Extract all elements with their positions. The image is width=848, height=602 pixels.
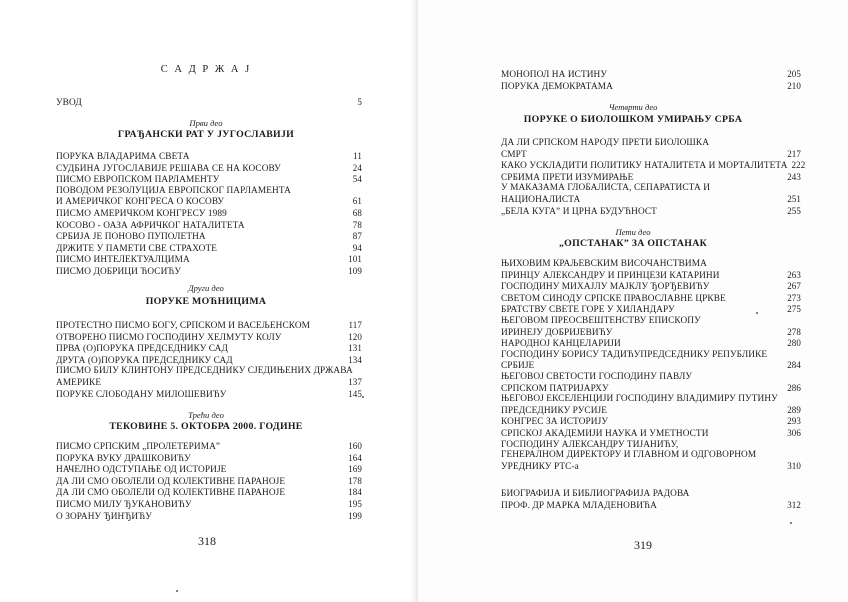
toc-entry-title: ДА ЛИ СМО ОБОЛЕЛИ ОД КОЛЕКТИВНЕ ПАРАНОЈЕ: [56, 488, 286, 499]
toc-entry: [501, 489, 801, 500]
toc-entry-intro: [56, 97, 362, 109]
toc-entry-page: 310: [787, 460, 801, 471]
section-entries: [56, 151, 362, 278]
toc-entry: [501, 416, 801, 428]
toc-entry-title: СРБИЈА ЈЕ ПОНОВО ПУПОЛЕТНА: [56, 232, 206, 243]
toc-entry-title: МОНОПОЛ НА ИСТИНУ: [501, 70, 608, 80]
toc-entry-page: 5: [357, 97, 362, 107]
toc-entry: [501, 293, 801, 305]
toc-entry-page: 61: [352, 196, 362, 207]
toc-entry-title: ИРИНЕЈУ ДОБРИЈЕВИЋУ: [501, 327, 613, 338]
section-title: ПОРУКЕ О БИОЛОШКОМ УМИРАЊУ СРБА: [523, 114, 743, 125]
section-entries: [501, 259, 801, 472]
toc-entry-title: ДА ЛИ СМО ОБОЛЕЛИ ОД КОЛЕКТИВНЕ ПАРАНОЈЕ: [56, 476, 286, 487]
toc-entry: [56, 332, 362, 344]
toc-entry: [501, 69, 801, 81]
toc-entry: [501, 259, 801, 270]
toc-entry-title: СУДБИНА ЈУГОСЛАВИЈЕ РЕШАВА СЕ НА КОСОВУ: [56, 163, 281, 174]
toc-entry-title: ПРОФ. ДР МАРКА МЛАДЕНОВИЋА: [501, 500, 657, 511]
toc-entry: [501, 461, 801, 473]
toc-entry: [56, 186, 362, 197]
toc-entry-page: 199: [348, 510, 362, 521]
toc-entry: [56, 196, 362, 208]
toc-entry-title: ГЕНЕРАЛНОМ ДИРЕКТОРУ И ГЛАВНОМ И ОДГОВОРНОМ: [501, 450, 757, 461]
section-part-label: Четврти део: [608, 102, 658, 112]
toc-entry-title: НАЧЕЛНО ОДСТУПАЊЕ ОД ИСТОРИЈЕ: [56, 465, 227, 476]
section-entries: [56, 441, 362, 522]
toc-entry-page: 117: [348, 320, 362, 330]
toc-entry: [501, 405, 801, 417]
toc-entry-title: ОТВОРЕНО ПИСМО ГОСПОДИНУ ХЕЛМУТУ КОЛУ: [56, 332, 282, 343]
toc-entry-page: 160: [348, 441, 362, 451]
toc-entry-title: ПИСМО МИЛУ ЂУКАНОВИЋУ: [56, 499, 192, 510]
toc-entry-title: ГОСПОДИНУ АЛЕКСАНДРУ ТИЈАНИЋУ,: [501, 439, 679, 450]
toc-entry-title: ПИСМО ДОБРИЦИ ЋОСИЋУ: [56, 266, 182, 277]
toc-entry: [501, 440, 801, 451]
toc-entry-page: 222: [791, 160, 806, 171]
left-page: [0, 0, 418, 602]
toc-entry: [501, 327, 801, 339]
toc-entry: [56, 174, 362, 186]
toc-entry-page: 101: [348, 254, 362, 265]
toc-entry-title: ПИСМО ИНТЕЛЕКТУАЛЦИМА: [56, 255, 190, 266]
toc-entry-title: СРПСКОЈ АКАДЕМИЈИ НАУКА И УМЕТНОСТИ: [501, 428, 709, 439]
toc-entry-page: 286: [787, 382, 801, 393]
print-speck: [176, 590, 178, 592]
toc-entry: [56, 487, 362, 499]
section-title: ТЕКОВИНЕ 5. ОКТОБРА 2000. ГОДИНЕ: [109, 421, 303, 432]
biography-entry: [501, 489, 801, 511]
toc-entry-title: ЊЕГОВОЈ ЕКСЕЛЕНЦИЈИ ГОСПОДИНУ ВЛАДИМИРУ ПУТИНУ: [501, 394, 778, 405]
toc-entry-page: 134: [348, 354, 362, 365]
toc-entry-page: 94: [352, 242, 362, 253]
toc-entry: [501, 149, 801, 161]
toc-entry: [501, 360, 801, 372]
toc-entry: [501, 194, 801, 206]
toc-entry: [501, 338, 801, 350]
toc-entry-title: ДРЖИТЕ У ПАМЕТИ СВЕ СТРАХОТЕ: [56, 243, 218, 254]
toc-entry: [56, 231, 362, 243]
toc-entry-page: 195: [348, 498, 362, 509]
toc-entry-title: У МАКАЗАМА ГЛОБАЛИСТА, СЕПАРАТИСТА И: [501, 183, 711, 194]
toc-entry-page: 280: [787, 338, 801, 349]
section-entries: [56, 320, 362, 400]
toc-entry: [56, 151, 362, 163]
toc-entry: [501, 450, 801, 461]
toc-entry-page: 109: [348, 265, 362, 276]
toc-entry: [56, 441, 362, 453]
toc-entry-page: 205: [787, 69, 801, 79]
toc-entry: [501, 383, 801, 395]
toc-entry: [501, 172, 801, 184]
toc-entry-title: ПОРУКА ДЕМОКРАТАМА: [501, 81, 613, 92]
toc-entry-title: ЊЕГОВОМ ПРЕОСВЕШТЕНСТВУ ЕПИСКОПУ: [501, 315, 701, 326]
toc-entry-title: ПРИНЦУ АЛЕКСАНДРУ И ПРИНЦЕЗИ КАТАРИНИ: [501, 270, 720, 281]
toc-entry: [56, 266, 362, 278]
toc-entry-page: 243: [787, 171, 801, 182]
print-speck: [756, 312, 758, 314]
toc-entry: [501, 350, 801, 361]
toc-entry: [56, 243, 362, 255]
toc-entry: [501, 81, 801, 93]
section-part-label: Други део: [188, 283, 224, 293]
toc-entry-title: ПИСМО ЕВРОПСКОМ ПАРЛАМЕНТУ: [56, 175, 220, 186]
toc-entry-page: 24: [352, 162, 362, 173]
toc-entry: [56, 476, 362, 488]
toc-entry: [56, 389, 362, 401]
toc-entry: [56, 320, 362, 332]
section-part-label: Пети део: [615, 227, 651, 237]
toc-entry: [56, 453, 362, 465]
toc-entry-page: 11: [353, 151, 362, 161]
toc-entry-title: УВОД: [56, 98, 82, 108]
toc-entry-title: СРБИЈЕ: [501, 361, 535, 372]
toc-entry: [56, 499, 362, 511]
toc-entry-page: 289: [787, 404, 801, 415]
toc-entry: [501, 372, 801, 383]
toc-entry-title: ПРОТЕСТНО ПИСМО БОГУ, СРПСКОМ И ВАСЕЉЕНСКОМ: [56, 321, 311, 331]
toc-entry-title: АМЕРИКЕ: [56, 377, 102, 388]
toc-entry: [501, 500, 801, 512]
toc-entry: [501, 316, 801, 327]
toc-entry-page: 210: [787, 80, 801, 91]
toc-entry: [56, 163, 362, 175]
toc-entry-page: 68: [352, 207, 362, 218]
toc-entry-page: 263: [787, 269, 801, 280]
toc-entry-title: БРАТСТВУ СВЕТЕ ГОРЕ У ХИЛАНДАРУ: [501, 305, 675, 316]
toc-entry-page: 278: [787, 326, 801, 337]
toc-entry: [501, 394, 801, 405]
toc-entry: [56, 464, 362, 476]
toc-entry-title: И АМЕРИЧКОГ КОНГРЕСА О КОСОВУ: [56, 197, 225, 208]
toc-entry-title: СМРТ: [501, 149, 527, 160]
toc-entry-page: 293: [787, 416, 801, 427]
toc-entry: [56, 343, 362, 355]
toc-entry-title: ГОСПОДИНУ БОРИСУ ТАДИЋУПРЕДСЕДНИКУ РЕПУБЛИКЕ: [501, 349, 768, 360]
toc-entry-title: ПИСМО АМЕРИЧКОМ КОНГРЕСУ 1989: [56, 208, 227, 219]
toc-entry-title: ДРУГА (О)ПОРУКА ПРЕДСЕДНИКУ САД: [56, 355, 233, 366]
toc-entry-title: ПИСМО СРПСКИМ „ПРОЛЕТЕРИМА”: [56, 442, 221, 452]
toc-entry-title: ПОРУКА ВУКУ ДРАШКОВИЋУ: [56, 453, 191, 464]
toc-entry-title: КОСОВО - ОАЗА АФРИЧКОГ НАТАЛИТЕТА: [56, 220, 245, 231]
toc-entry: [56, 366, 362, 377]
section-entries: [501, 138, 806, 217]
toc-entry-page: 145: [348, 388, 362, 399]
toc-entry: [56, 511, 362, 523]
toc-entry: [56, 377, 362, 389]
toc-entry-page: 120: [348, 331, 362, 342]
section-title: ГРАЂАНСКИ РАТ У ЈУГОСЛАВИЈИ: [117, 129, 295, 140]
toc-entry-title: ПОРУКА ВЛАДАРИМА СВЕТА: [56, 152, 190, 162]
toc-entry: [56, 220, 362, 232]
toc-entry-title: СРБИМА ПРЕТИ ИЗУМИРАЊЕ: [501, 172, 634, 183]
toc-entry-title: ПОРУКЕ СЛОБОДАНУ МИЛОШЕВИЋУ: [56, 389, 227, 400]
toc-entry-title: ЊЕГОВОЈ СВЕТОСТИ ГОСПОДИНУ ПАВЛУ: [501, 371, 693, 382]
section-part-label: Први део: [189, 118, 223, 128]
toc-entry-title: ЊИХОВИМ КРАЉЕВСКИМ ВИСОЧАНСТВИМА: [501, 259, 707, 269]
toc-entry-page: 306: [787, 427, 801, 438]
toc-entry-title: НАЦИОНАЛИСТА: [501, 194, 581, 205]
toc-entry-title: КОНГРЕС ЗА ИСТОРИЈУ: [501, 417, 609, 428]
toc-entry-page: 87: [352, 231, 362, 242]
toc-entry: [501, 160, 806, 172]
toc-entry-title: УРЕДНИКУ РТС-а: [501, 461, 579, 472]
toc-entry: [56, 355, 362, 367]
page-number: 319: [634, 538, 652, 552]
section-part-label: Трећи део: [188, 410, 224, 420]
toc-entry-page: 164: [348, 452, 362, 463]
toc-entry-title: О ЗОРАНУ ЂИНЂИЋУ: [56, 511, 152, 522]
toc-entry-title: КАКО УСКЛАДИТИ ПОЛИТИКУ НАТАЛИТЕТА И МОРТАЛИТЕТА: [501, 161, 788, 172]
contents-heading: С А Д Р Ж А Ј: [160, 64, 252, 75]
page-number: 318: [198, 534, 216, 548]
toc-entry-page: 217: [787, 148, 801, 159]
toc-entry-page: 275: [787, 304, 801, 315]
toc-entry-page: 284: [787, 360, 801, 371]
toc-entry-title: СВЕТОМ СИНОДУ СРПСКЕ ПРАВОСЛАВНЕ ЦРКВЕ: [501, 293, 726, 304]
toc-entry: [501, 270, 801, 282]
toc-entry-page: 78: [352, 219, 362, 230]
toc-entry: [501, 304, 801, 316]
toc-entry: [501, 206, 801, 218]
section-title: „ОПСТАНАК” ЗА ОПСТАНАК: [558, 238, 707, 249]
right-page: [418, 0, 848, 602]
toc-entry-page: 184: [348, 487, 362, 498]
toc-entry: [501, 428, 801, 440]
toc-entry-title: ДА ЛИ СРПСКОМ НАРОДУ ПРЕТИ БИОЛОШКА: [501, 138, 710, 148]
toc-entry-title: СРПСКОМ ПАТРИЈАРХУ: [501, 383, 609, 394]
toc-entry-page: 178: [348, 475, 362, 486]
toc-entry-title: ПИСМО БИЛУ КЛИНТОНУ ПРЕДСЕДНИКУ СЈЕДИЊЕНИХ ДРЖАВА: [56, 366, 353, 377]
toc-entry-page: 251: [787, 193, 801, 204]
toc-entry-page: 131: [348, 343, 362, 354]
toc-entry-title: НАРОДНОЈ КАНЦЕЛАРИЈИ: [501, 339, 621, 350]
toc-entry: [501, 138, 801, 149]
print-speck: [362, 396, 364, 398]
toc-entry-page: 267: [787, 281, 801, 292]
toc-entry-title: ПРВА (О)ПОРУКА ПРЕДСЕДНИКУ САД: [56, 344, 228, 355]
toc-entry-page: 137: [348, 376, 362, 387]
continued-entries: [501, 69, 801, 92]
toc-entry-page: 312: [787, 499, 801, 510]
toc-entry-page: 54: [352, 174, 362, 185]
toc-entry-title: „БЕЛА КУГА” И ЦРНА БУДУЋНОСТ: [501, 206, 657, 217]
section-title: ПОРУКЕ МОЋНИЦИМА: [145, 296, 267, 307]
toc-entry: [501, 281, 801, 293]
print-speck: [790, 522, 792, 524]
toc-entry-title: ПРЕДСЕДНИКУ РУСИЈЕ: [501, 405, 608, 416]
toc-entry-page: 255: [787, 205, 801, 216]
toc-entry-page: 273: [787, 292, 801, 303]
toc-entry-title: ПОВОДОМ РЕЗОЛУЦИЈА ЕВРОПСКОГ ПАРЛАМЕНТА: [56, 185, 291, 196]
toc-entry-title: БИОГРАФИЈА И БИБЛИОГРАФИЈА РАДОВА: [501, 489, 690, 499]
toc-entry: [56, 254, 362, 266]
toc-entry: [56, 208, 362, 220]
toc-entry: [501, 183, 801, 194]
toc-entry-title: ГОСПОДИНУ МИХАЈЛУ МАЈКЛУ ЂОРЂЕВИЋУ: [501, 282, 710, 293]
toc-entry-page: 169: [348, 464, 362, 475]
